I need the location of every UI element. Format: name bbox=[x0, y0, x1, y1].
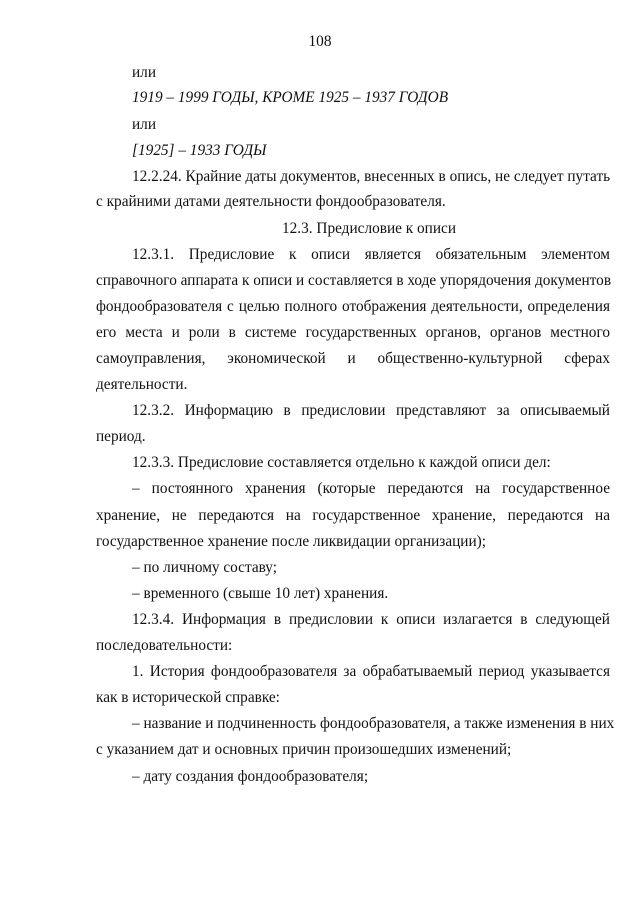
text-line: период. bbox=[96, 428, 146, 445]
text-line: последовательности: bbox=[96, 637, 233, 654]
text-line: его места и роли в системе государственных органов, органов местного bbox=[96, 324, 610, 341]
text-line: справочного аппарата к описи и составляется в ходе упорядочения документов bbox=[96, 272, 612, 289]
text-line: хранение, не передаются на государственное хранение, передаются на bbox=[96, 507, 610, 524]
text-line: с крайними датами деятельности фондообразователя. bbox=[96, 193, 446, 210]
text-line: или bbox=[132, 64, 157, 81]
text-line: 12.3.4. Информация в предисловии к описи излагается в следующей bbox=[132, 611, 610, 628]
text-line: [1925] – 1933 ГОДЫ bbox=[132, 142, 267, 159]
text-line: 12.3.3. Предисловие составляется отдельно к каждой описи дел: bbox=[132, 454, 551, 471]
text-line: 12.3.2. Информацию в предисловии представляют за описываемый bbox=[132, 402, 610, 419]
text-line: деятельности. bbox=[96, 376, 188, 393]
list-item: – название и подчиненность фондообразователя, а также изменения в них bbox=[132, 715, 615, 732]
text-line: 1. История фондообразователя за обрабатываемый период указывается bbox=[132, 663, 610, 680]
text-line: или bbox=[132, 116, 157, 133]
text-line: самоуправления, экономической и общественно-культурной сферах bbox=[96, 350, 610, 367]
list-item: – дату создания фондообразователя; bbox=[132, 768, 369, 785]
text-line: государственное хранение после ликвидации организации); bbox=[96, 533, 487, 550]
text-line: 12.2.24. Крайние даты документов, внесенных в опись, не следует путать bbox=[132, 168, 611, 185]
text-line: с указанием дат и основных причин произошедших изменений; bbox=[96, 741, 512, 758]
text-line: 12.3.1. Предисловие к описи является обязательным элементом bbox=[132, 246, 610, 263]
page-number: 108 bbox=[308, 33, 332, 50]
list-item: – временного (свыше 10 лет) хранения. bbox=[132, 585, 389, 602]
text-line: фондообразователя с целью полного отображения деятельности, определения bbox=[96, 298, 610, 315]
list-item: – по личному составу; bbox=[132, 559, 278, 576]
text-line: 1919 – 1999 ГОДЫ, КРОМЕ 1925 – 1937 ГОДОВ bbox=[132, 89, 449, 106]
list-item: – постоянного хранения (которые передаются на государственное bbox=[132, 480, 610, 497]
section-heading: 12.3. Предисловие к описи bbox=[281, 220, 457, 237]
text-line: как в исторической справке: bbox=[96, 689, 280, 706]
